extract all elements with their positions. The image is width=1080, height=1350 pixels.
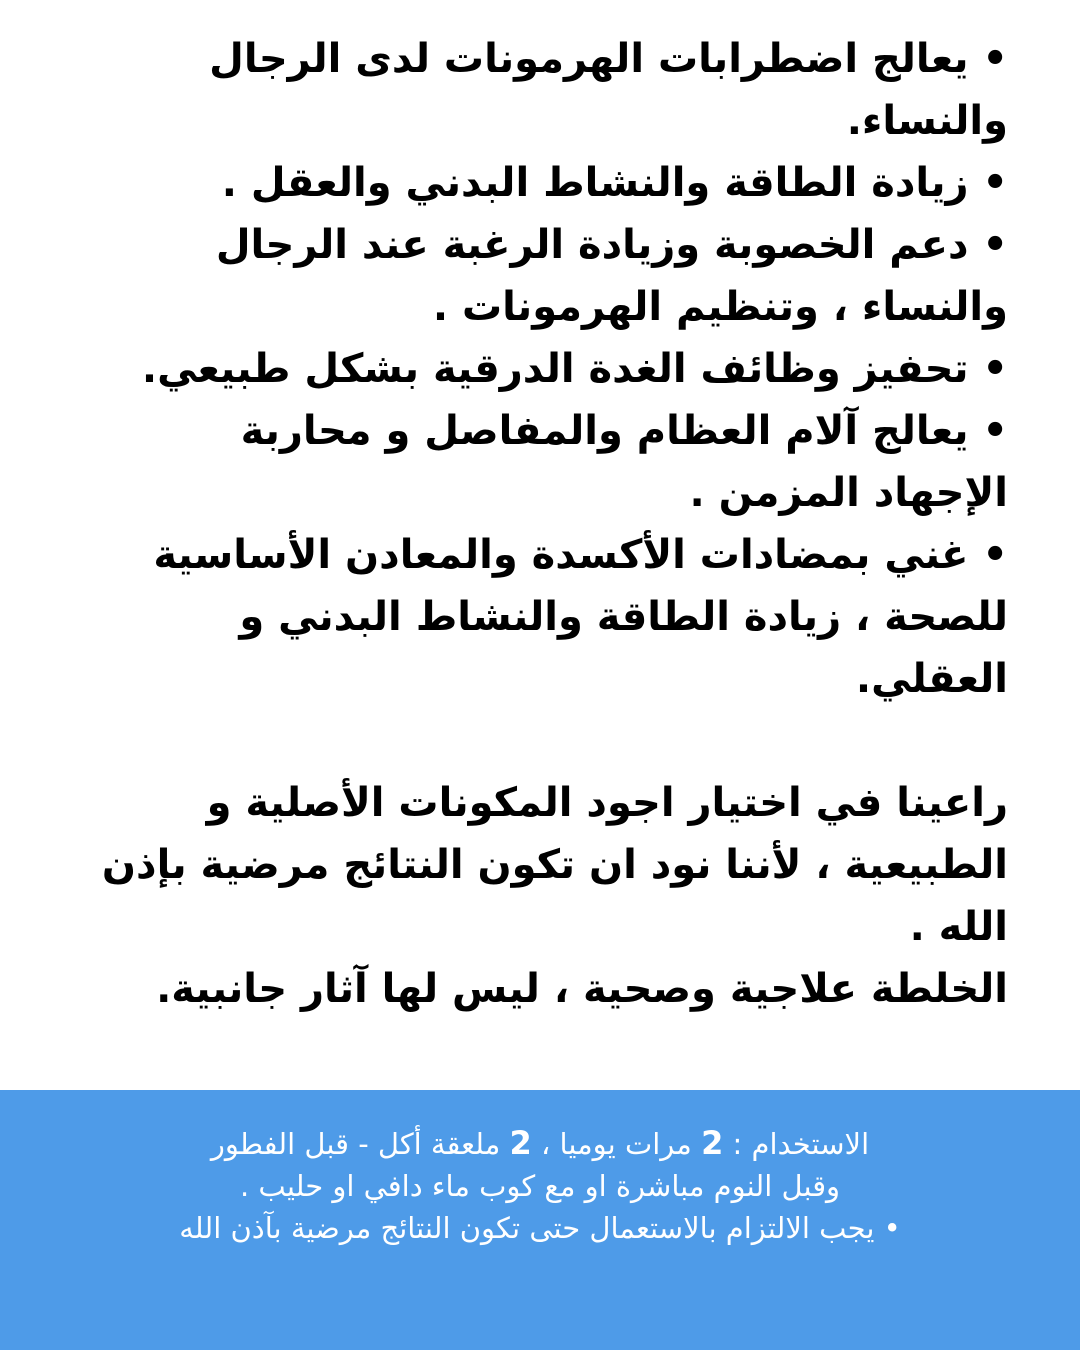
usage-dosage-line [60, 1122, 1020, 1165]
side-effects-statement: الخلطة علاجية وصحية ، ليس لها آثار جانبية. [156, 966, 1008, 1012]
benefit-item: • يعالج آلام العظام والمفاصل و محاربة الإجهاد المزمن . [240, 408, 1008, 516]
spacer [100, 710, 1008, 772]
usage-label: الاستخدام : [732, 1127, 870, 1161]
benefit-item: • دعم الخصوبة وزيادة الرغبة عند الرجال والنساء ، وتنظيم الهرمونات . [215, 222, 1008, 330]
ingredients-statement: راعينا في اختيار اجود المكونات الأصلية و الطبيعية ، لأننا نود ان تكون النتائج مرضية بإذن الله . [101, 780, 1008, 950]
benefit-item: • يعالج اضطرابات الهرمونات لدى الرجال والنساء. [209, 36, 1008, 144]
spoon-count: 2 [509, 1124, 532, 1162]
benefit-item: • تحفيز وظائف الغدة الدرقية بشكل طبيعي. [141, 346, 1008, 392]
benefit-item: • غني بمضادات الأكسدة والمعادن الأساسية للصحة ، زيادة الطاقة والنشاط البدني و العقلي. [153, 532, 1008, 702]
times-text: مرات يوميا ، [540, 1127, 692, 1161]
usage-timing-line: وقبل النوم مباشرة او مع كوب ماء دافي او حليب . [239, 1169, 841, 1203]
benefits-section [100, 28, 1008, 1020]
spoon-text: ملعقة أكل - قبل الفطور [210, 1127, 501, 1161]
times-count: 2 [701, 1124, 724, 1162]
benefit-item: • زيادة الطاقة والنشاط البدني والعقل . [221, 160, 1008, 206]
usage-panel [0, 1090, 1080, 1350]
usage-commitment-line: • يجب الالتزام بالاستعمال حتى تكون النتائج مرضية بآذن الله [179, 1211, 901, 1245]
